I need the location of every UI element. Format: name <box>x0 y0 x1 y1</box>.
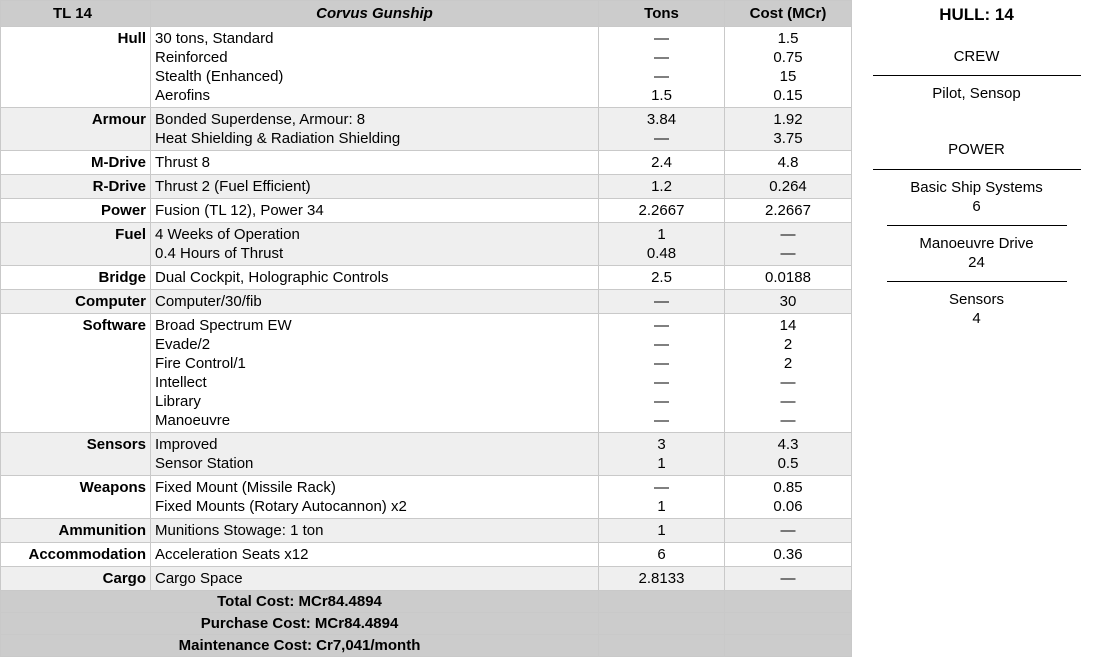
power-item-name: Basic Ship Systems <box>910 179 1043 196</box>
cell-line: — <box>780 245 796 262</box>
cell-line: — <box>654 355 669 372</box>
divider <box>887 281 1067 282</box>
cell-line: — <box>780 226 796 243</box>
cell-line: 3.84 <box>646 111 677 128</box>
cell-line: — <box>780 412 796 429</box>
cell-line: 0.5 <box>777 455 799 472</box>
cell-line: 0.06 <box>773 498 803 515</box>
row-tons <box>599 27 725 108</box>
cell-line: 4.3 <box>777 436 799 453</box>
table-header-row <box>1 1 852 27</box>
row-cost <box>725 433 852 476</box>
table-row <box>1 519 852 543</box>
table-row <box>1 151 852 175</box>
row-items <box>151 108 599 151</box>
row-tons <box>599 476 725 519</box>
row-label: Sensors <box>1 433 151 476</box>
cell-line: 4 Weeks of Operation <box>155 226 300 243</box>
cell-line: 3.75 <box>773 130 803 147</box>
power-item-value: 6 <box>972 198 981 215</box>
table-row <box>1 543 852 567</box>
row-cost <box>725 543 852 567</box>
row-label: Armour <box>1 108 151 151</box>
row-label: Software <box>1 314 151 433</box>
row-tons <box>599 223 725 266</box>
cell-line: Fire Control/1 <box>155 355 246 372</box>
total-tons-cell <box>599 635 725 657</box>
cell-line: — <box>780 374 796 391</box>
row-items <box>151 433 599 476</box>
total-cost-cell <box>725 613 852 635</box>
cell-line: 1.5 <box>777 30 799 47</box>
row-cost <box>725 27 852 108</box>
cell-line: 0.75 <box>773 49 803 66</box>
total-tons-cell <box>599 591 725 613</box>
cost-header: Cost (MCr) <box>725 1 852 27</box>
cell-line: 1.5 <box>651 87 672 104</box>
cell-line: — <box>780 393 796 410</box>
row-cost <box>725 223 852 266</box>
cell-line: Fusion (TL 12), Power 34 <box>155 202 324 219</box>
power-list <box>851 178 1102 328</box>
total-tons-cell <box>599 613 725 635</box>
row-cost <box>725 567 852 591</box>
table-row <box>1 314 852 433</box>
total-row <box>1 635 852 657</box>
row-cost <box>725 199 852 223</box>
cell-line: Munitions Stowage: 1 ton <box>155 522 324 539</box>
row-cost <box>725 266 852 290</box>
row-items <box>151 543 599 567</box>
cell-line: Manoeuvre <box>155 412 231 429</box>
row-label: Accommodation <box>1 543 151 567</box>
cell-line: 0.15 <box>773 87 803 104</box>
divider <box>887 225 1067 226</box>
cell-line: 1 <box>657 498 666 515</box>
total-cost-cell <box>725 591 852 613</box>
cell-line: 2.2667 <box>638 202 685 219</box>
row-items <box>151 567 599 591</box>
cell-line: 30 <box>779 293 797 310</box>
cell-line: 1.2 <box>651 178 672 195</box>
row-tons <box>599 290 725 314</box>
power-item-name: Manoeuvre Drive <box>919 235 1034 252</box>
cell-line: Improved <box>155 436 218 453</box>
cell-line: 0.264 <box>769 178 807 195</box>
row-items <box>151 199 599 223</box>
cell-line: Evade/2 <box>155 336 211 353</box>
cell-line: — <box>654 374 669 391</box>
total-label: Total Cost: MCr84.4894 <box>1 591 599 613</box>
cell-line: — <box>654 479 669 496</box>
cell-line: 2 <box>783 355 793 372</box>
cell-line: Thrust 2 (Fuel Efficient) <box>155 178 311 195</box>
row-label: Cargo <box>1 567 151 591</box>
cell-line: Computer/30/fib <box>155 293 262 310</box>
cell-line: 0.48 <box>646 245 677 262</box>
total-label: Purchase Cost: MCr84.4894 <box>1 613 599 635</box>
row-tons <box>599 108 725 151</box>
cell-line: 14 <box>779 317 797 334</box>
cell-line: Reinforced <box>155 49 228 66</box>
cell-line: Fixed Mounts (Rotary Autocannon) x2 <box>155 498 407 515</box>
cell-line: — <box>654 130 669 147</box>
cell-line: Sensor Station <box>155 455 254 472</box>
cell-line: Aerofins <box>155 87 211 104</box>
table-row <box>1 175 852 199</box>
cell-line: 6 <box>657 546 666 563</box>
cell-line: — <box>654 336 669 353</box>
cell-line: — <box>654 68 669 85</box>
power-heading: POWER <box>948 141 1005 158</box>
row-cost <box>725 108 852 151</box>
row-tons <box>599 199 725 223</box>
cell-line: — <box>654 49 669 66</box>
cell-line: Broad Spectrum EW <box>155 317 292 334</box>
cell-line: 3 <box>657 436 666 453</box>
cell-line: — <box>654 393 669 410</box>
row-label: Ammunition <box>1 519 151 543</box>
row-label: Computer <box>1 290 151 314</box>
row-items <box>151 314 599 433</box>
row-items <box>151 290 599 314</box>
cell-line: Library <box>155 393 201 410</box>
cell-line: — <box>654 317 669 334</box>
row-cost <box>725 519 852 543</box>
cell-line: — <box>654 30 669 47</box>
row-cost <box>725 175 852 199</box>
row-label: Bridge <box>1 266 151 290</box>
row-label: M-Drive <box>1 151 151 175</box>
row-label: R-Drive <box>1 175 151 199</box>
power-item-name: Sensors <box>948 291 1005 308</box>
row-tons <box>599 433 725 476</box>
row-tons <box>599 175 725 199</box>
crew-heading: CREW <box>953 48 1000 65</box>
cell-line: — <box>654 412 669 429</box>
cell-line: 2 <box>783 336 793 353</box>
cell-line: 2.4 <box>651 154 672 171</box>
cell-line: Cargo Space <box>155 570 243 587</box>
ship-name-header: Corvus Gunship <box>151 1 599 27</box>
cell-line: 0.85 <box>773 479 803 496</box>
total-cost-cell <box>725 635 852 657</box>
power-item-value: 24 <box>968 254 985 271</box>
tons-header: Tons <box>599 1 725 27</box>
crew-list: Pilot, Sensop <box>932 85 1021 102</box>
tech-level-header: TL 14 <box>1 1 151 27</box>
row-tons <box>599 151 725 175</box>
total-row <box>1 591 852 613</box>
total-row <box>1 613 852 635</box>
cell-line: 0.36 <box>773 546 803 563</box>
cell-line: — <box>780 570 796 587</box>
divider <box>873 169 1081 170</box>
table-row <box>1 290 852 314</box>
row-items <box>151 151 599 175</box>
row-tons <box>599 567 725 591</box>
cell-line: 2.8133 <box>638 570 685 587</box>
cell-line: Acceleration Seats x12 <box>155 546 309 563</box>
cell-line: Intellect <box>155 374 207 391</box>
row-tons <box>599 314 725 433</box>
row-cost <box>725 151 852 175</box>
row-label: Hull <box>1 27 151 108</box>
table-row <box>1 223 852 266</box>
cell-line: 1.92 <box>773 111 803 128</box>
row-tons <box>599 519 725 543</box>
row-items <box>151 175 599 199</box>
table-row <box>1 27 852 108</box>
hull-points: HULL: 14 <box>939 5 1014 24</box>
cell-line: 0.4 Hours of Thrust <box>155 245 284 262</box>
row-cost <box>725 314 852 433</box>
table-row <box>1 476 852 519</box>
cell-line: Thrust 8 <box>155 154 211 171</box>
row-label: Weapons <box>1 476 151 519</box>
cell-line: 15 <box>779 68 797 85</box>
summary-panel <box>851 0 1102 328</box>
cell-line: Fixed Mount (Missile Rack) <box>155 479 336 496</box>
table-row <box>1 567 852 591</box>
row-label: Fuel <box>1 223 151 266</box>
total-label: Maintenance Cost: Cr7,041/month <box>1 635 599 657</box>
row-cost <box>725 476 852 519</box>
cell-line: 1 <box>657 226 666 243</box>
cell-line: — <box>780 522 796 539</box>
row-cost <box>725 290 852 314</box>
table-row <box>1 266 852 290</box>
cell-line: 2.5 <box>651 269 672 286</box>
cell-line: 1 <box>657 522 666 539</box>
cell-line: 4.8 <box>777 154 799 171</box>
power-item-value: 4 <box>972 310 981 327</box>
table-row <box>1 433 852 476</box>
row-items <box>151 223 599 266</box>
row-items <box>151 27 599 108</box>
cell-line: 2.2667 <box>765 202 811 219</box>
row-tons <box>599 266 725 290</box>
cell-line: Bonded Superdense, Armour: 8 <box>155 111 366 128</box>
row-items <box>151 266 599 290</box>
table-row <box>1 199 852 223</box>
cell-line: 30 tons, Standard <box>155 30 274 47</box>
row-items <box>151 519 599 543</box>
divider <box>873 75 1081 76</box>
row-tons <box>599 543 725 567</box>
cell-line: — <box>654 293 669 310</box>
cell-line: Dual Cockpit, Holographic Controls <box>155 269 389 286</box>
cell-line: 0.0188 <box>765 269 811 286</box>
row-items <box>151 476 599 519</box>
cell-line: Heat Shielding & Radiation Shielding <box>155 130 401 147</box>
table-row <box>1 108 852 151</box>
row-label: Power <box>1 199 151 223</box>
cell-line: 1 <box>657 455 666 472</box>
cell-line: Stealth (Enhanced) <box>155 68 284 85</box>
